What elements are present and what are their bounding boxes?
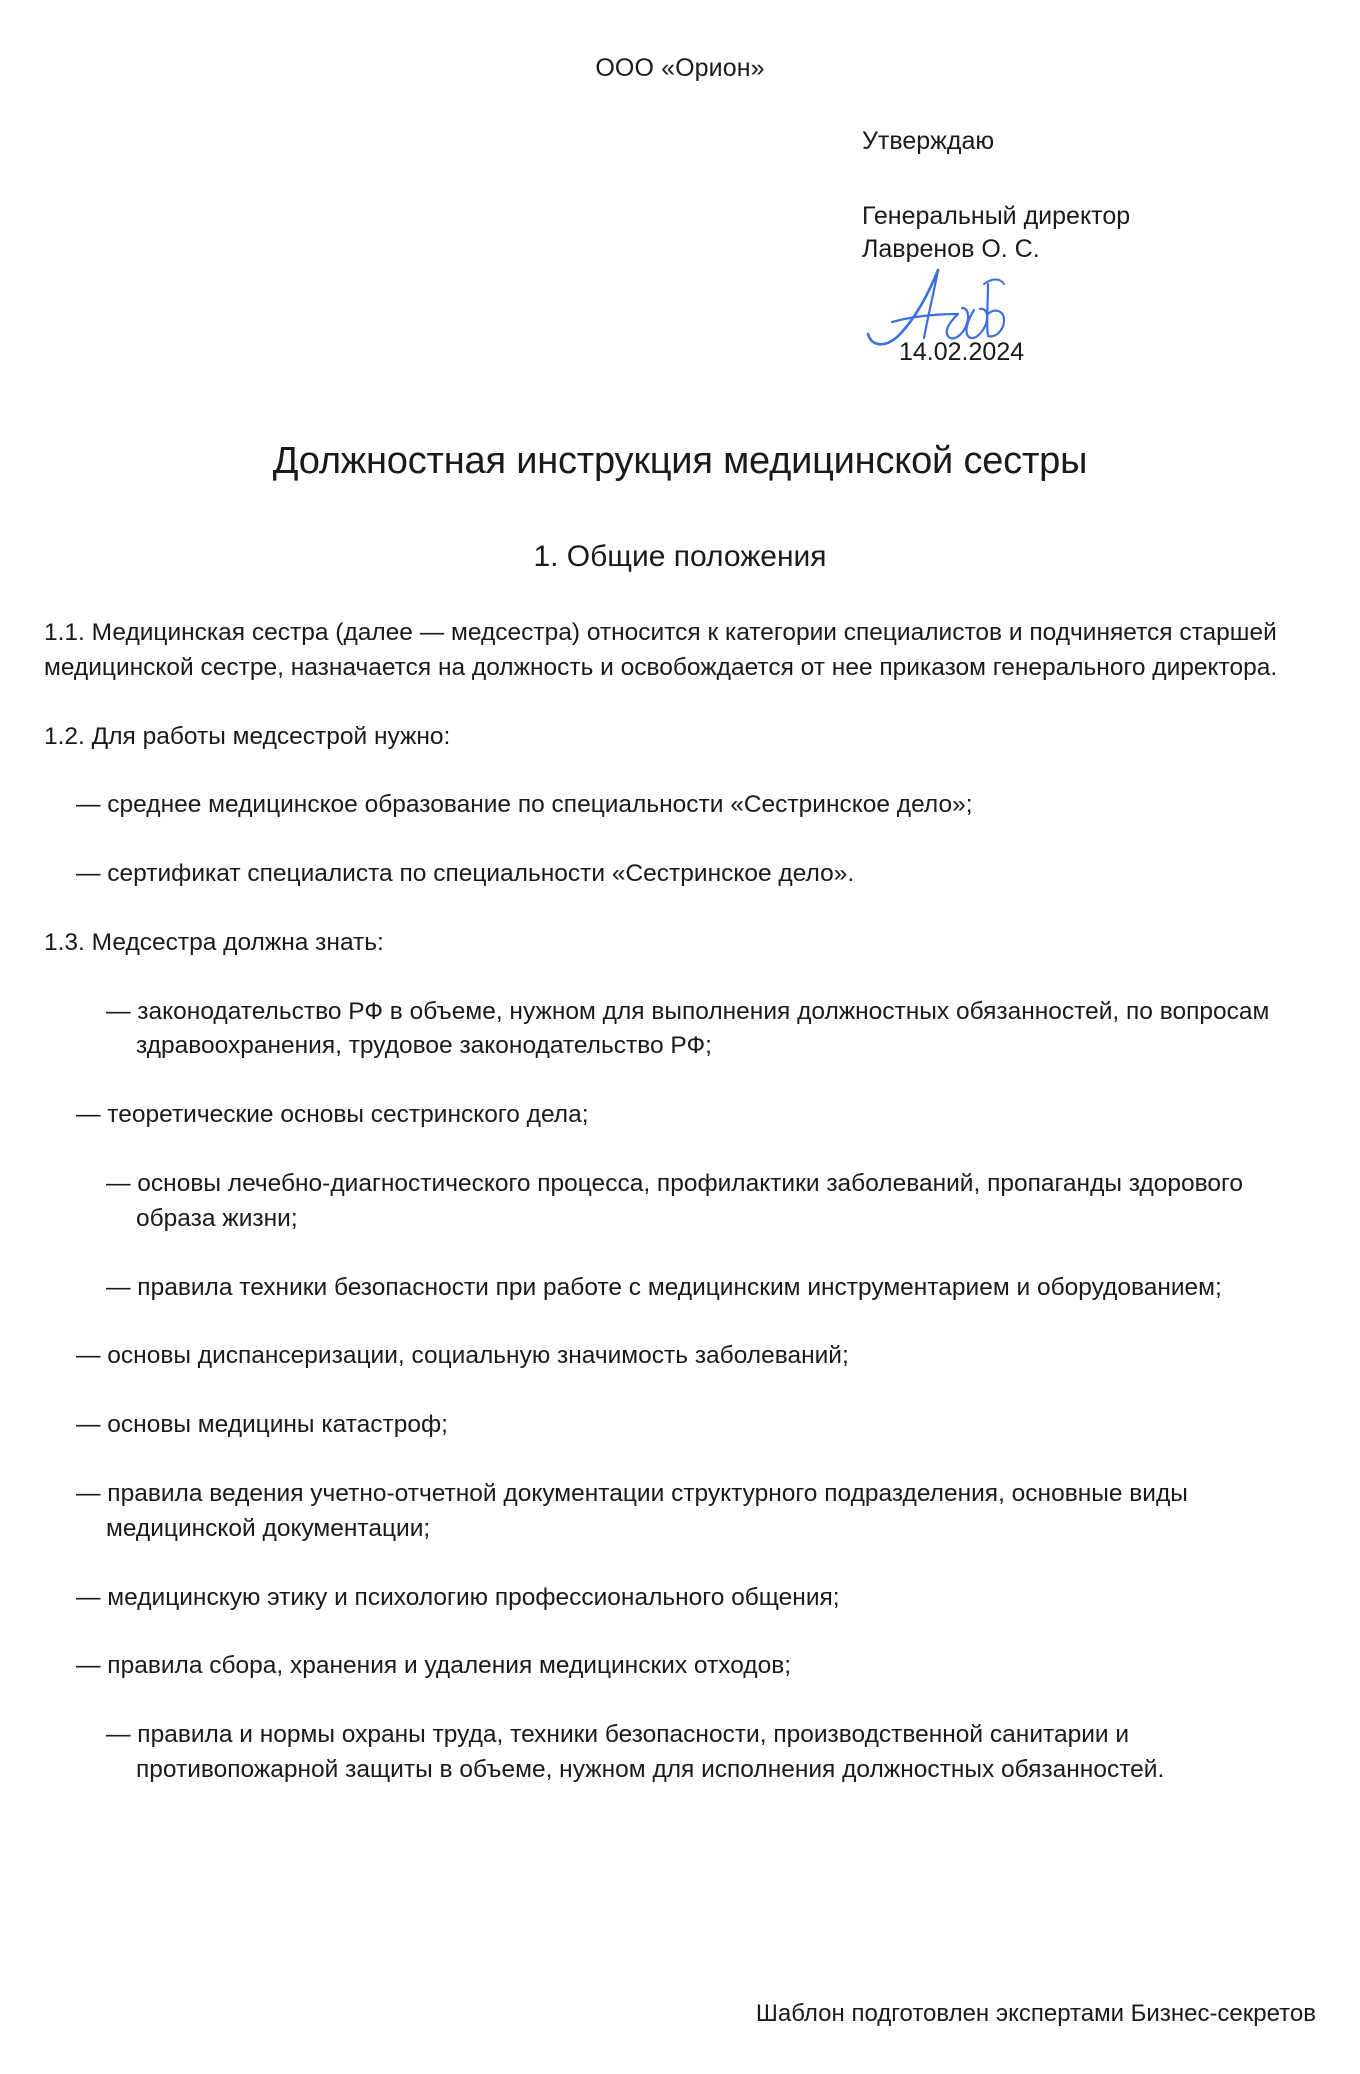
list-item: — законодательство РФ в объеме, нужном для выполнения должностных обязанностей, по вопросам здравоохранения, трудовое законодательство РФ; bbox=[106, 997, 1270, 1060]
section-heading: 1. Общие положения bbox=[533, 540, 827, 573]
list-item: — медицинскую этику и психологию профессионального общения; bbox=[76, 1583, 840, 1611]
approver-name: Лавренов О. С. bbox=[862, 234, 1040, 263]
document-body bbox=[44, 616, 1316, 1788]
list-item: — основы медицины катастроф; bbox=[76, 1411, 448, 1439]
list-item: — правила техники безопасности при работе с медицинским инструментарием и оборудованием; bbox=[106, 1273, 1222, 1301]
list-item: — правила и нормы охраны труда, техники безопасности, производственной санитарии и противопожарной защиты в объеме, нужном для исполнения должностных обязанностей. bbox=[106, 1721, 1165, 1783]
signature-area bbox=[44, 268, 1316, 372]
list-item: — сертификат специалиста по специальности «Сестринское дело». bbox=[76, 860, 855, 888]
list-item: — правила сбора, хранения и удаления медицинских отходов; bbox=[76, 1652, 792, 1680]
list-item: — правила ведения учетно-отчетной документации структурного подразделения, основные виды медицинской документации; bbox=[76, 1479, 1188, 1542]
list-item: — среднее медицинское образование по специальности «Сестринское дело»; bbox=[76, 791, 973, 819]
clause-1-1: 1.1. Медицинская сестра (далее — медсестра) относится к категории специалистов и подчиняется старшей медицинской сестре, назначается на должность и освобождается от нее приказом генерального директора. bbox=[44, 619, 1278, 681]
page-title: Должностная инструкция медицинской сестры bbox=[272, 439, 1088, 482]
footer-note: Шаблон подготовлен экспертами Бизнес-секретов bbox=[755, 2000, 1316, 2027]
approval-word: Утверждаю bbox=[862, 126, 995, 155]
organization-name: ООО «Орион» bbox=[595, 54, 765, 82]
clause-1-2-intro: 1.2. Для работы медсестрой нужно: bbox=[44, 722, 451, 750]
approver-position: Генеральный директор bbox=[862, 201, 1131, 230]
list-item: — теоретические основы сестринского дела; bbox=[76, 1101, 589, 1129]
signature-date: 14.02.2024 bbox=[899, 337, 1025, 366]
approval-block bbox=[44, 125, 1316, 266]
clause-1-3-intro: 1.3. Медсестра должна знать: bbox=[44, 928, 384, 956]
list-item: — основы диспансеризации, социальную значимость заболеваний; bbox=[76, 1342, 849, 1370]
list-item: — основы лечебно-диагностического процесса, профилактики заболеваний, пропаганды здорового образа жизни; bbox=[106, 1170, 1244, 1232]
